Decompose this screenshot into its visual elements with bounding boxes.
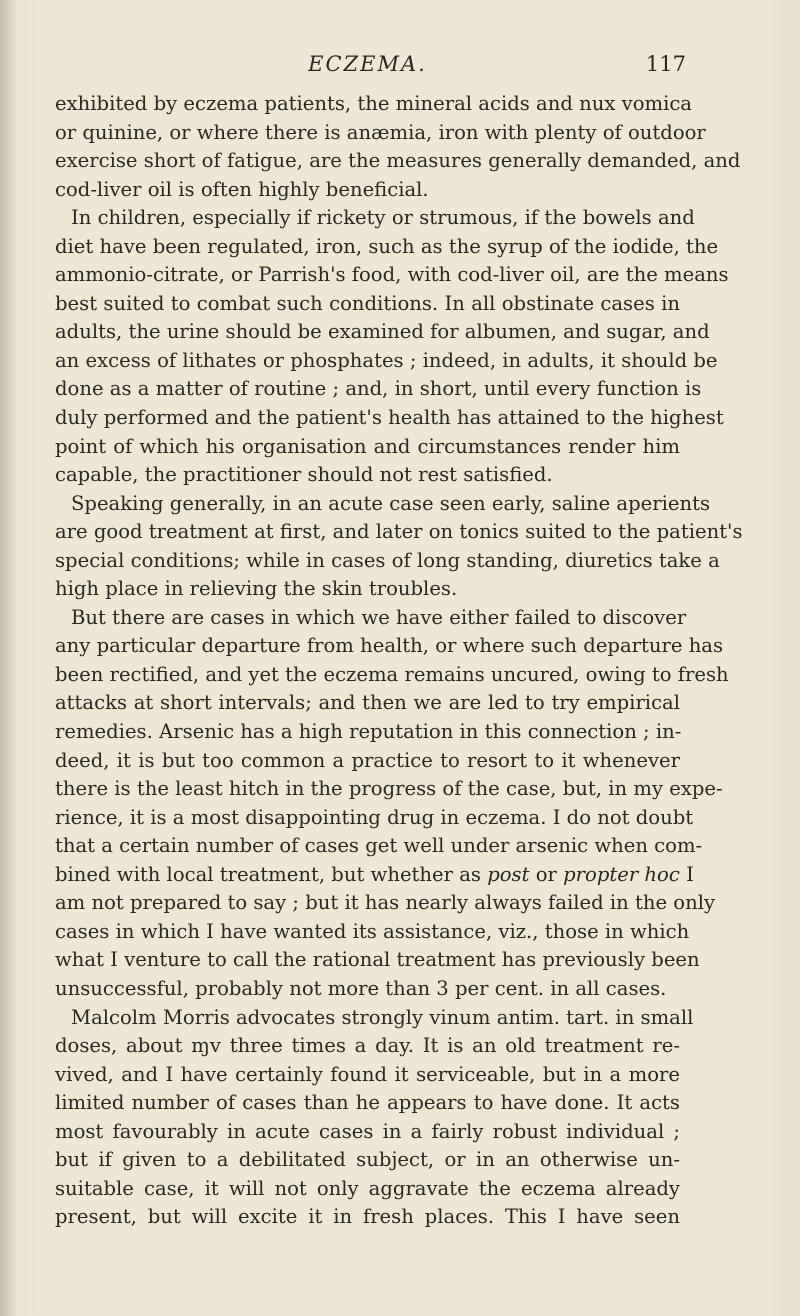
spine-shadow: [0, 0, 18, 1316]
text-line: been rectified, and yet the eczema remains uncured, owing to fresh: [55, 662, 729, 686]
text-line: exercise short of fatigue, are the measures generally demanded, and: [55, 149, 741, 173]
text-line: there is the least hitch in the progress of the case, but, in my expe-: [55, 777, 723, 801]
text-line: suitable case, it will not only aggravate the eczema already: [55, 1176, 680, 1200]
text-line: capable, the practitioner should not rest satisfied.: [55, 463, 553, 487]
text-line: rience, it is a most disappointing drug in eczema. I do not doubt: [55, 805, 694, 829]
text-line: point of which his organisation and circumstances render him: [55, 434, 680, 458]
text-line: cases in which I have wanted its assistance, viz., those in which: [55, 919, 690, 943]
text-line: But there are cases in which we have either failed to discover: [71, 605, 687, 629]
text-line: adults, the urine should be examined for albumen, and sugar, and: [55, 320, 710, 344]
text-line: remedies. Arsenic has a high reputation in this connection ; in-: [55, 720, 682, 744]
text-line-italic: [55, 861, 694, 890]
text-line: special conditions; while in cases of long standing, diuretics take a: [55, 548, 720, 572]
text-line: am not prepared to say ; but it has nearly always failed in the only: [55, 891, 716, 915]
text-line: that a certain number of cases get well under arsenic when com-: [55, 834, 703, 858]
text-line: Speaking generally, in an acute case seen early, saline aperients: [71, 491, 711, 515]
text-line: high place in relieving the skin troubles.: [55, 577, 458, 601]
text-line: an excess of lithates or phosphates ; indeed, in adults, it should be: [55, 348, 718, 372]
italic-phrase: post: [487, 862, 530, 886]
text-line: In children, especially if rickety or strumous, if the bowels and: [71, 206, 695, 230]
running-head: [55, 52, 686, 82]
italic-phrase: propter hoc: [563, 862, 680, 886]
text-line: done as a matter of routine ; and, in short, until every function is: [55, 377, 702, 401]
text-line: duly performed and the patient's health has attained to the highest: [55, 406, 724, 430]
text-line: present, but will excite it in fresh places. This I have seen: [55, 1205, 680, 1229]
text-segment: bined with local treatment, but whether as: [55, 862, 481, 886]
text-line: best suited to combat such conditions. In all obstinate cases in: [55, 291, 680, 315]
running-title: ECZEMA.: [308, 52, 427, 76]
text-line: Malcolm Morris advocates strongly vinum antim. tart. in small: [71, 1005, 694, 1029]
text-line: exhibited by eczema patients, the mineral acids and nux vomica: [55, 92, 692, 115]
text-line: doses, about ɱv three times a day. It is an old treatment re-: [55, 1034, 680, 1058]
text-line: or quinine, or where there is anæmia, iron with plenty of outdoor: [55, 120, 706, 144]
text-segment: I: [686, 862, 694, 886]
text-line: deed, it is but too common a practice to resort to it whenever: [55, 748, 680, 772]
text-line: cod-liver oil is often highly beneficial.: [55, 177, 429, 201]
text-line: unsuccessful, probably not more than 3 per cent. in all cases.: [55, 976, 667, 1000]
body-text: [55, 90, 743, 1232]
text-line: ammonio-citrate, or Parrish's food, with cod-liver oil, are the means: [55, 263, 729, 287]
text-line: vived, and I have certainly found it serviceable, but in a more: [55, 1062, 680, 1086]
text-line: limited number of cases than he appears to have done. It acts: [55, 1091, 680, 1115]
text-line: what I venture to call the rational treatment has previously been: [55, 948, 700, 972]
text-segment: or: [535, 862, 557, 886]
text-line: attacks at short intervals; and then we are led to try empirical: [55, 691, 680, 715]
text-line: most favourably in acute cases in a fairly robust individual ;: [55, 1119, 680, 1143]
text-line: are good treatment at first, and later on tonics suited to the patient's: [55, 520, 743, 544]
text-line: any particular departure from health, or where such departure has: [55, 634, 724, 658]
text-line: but if given to a debilitated subject, or in an otherwise un-: [55, 1148, 680, 1172]
text-line: diet have been regulated, iron, such as the syrup of the iodide, the: [55, 234, 719, 258]
page-number: 117: [645, 52, 686, 76]
